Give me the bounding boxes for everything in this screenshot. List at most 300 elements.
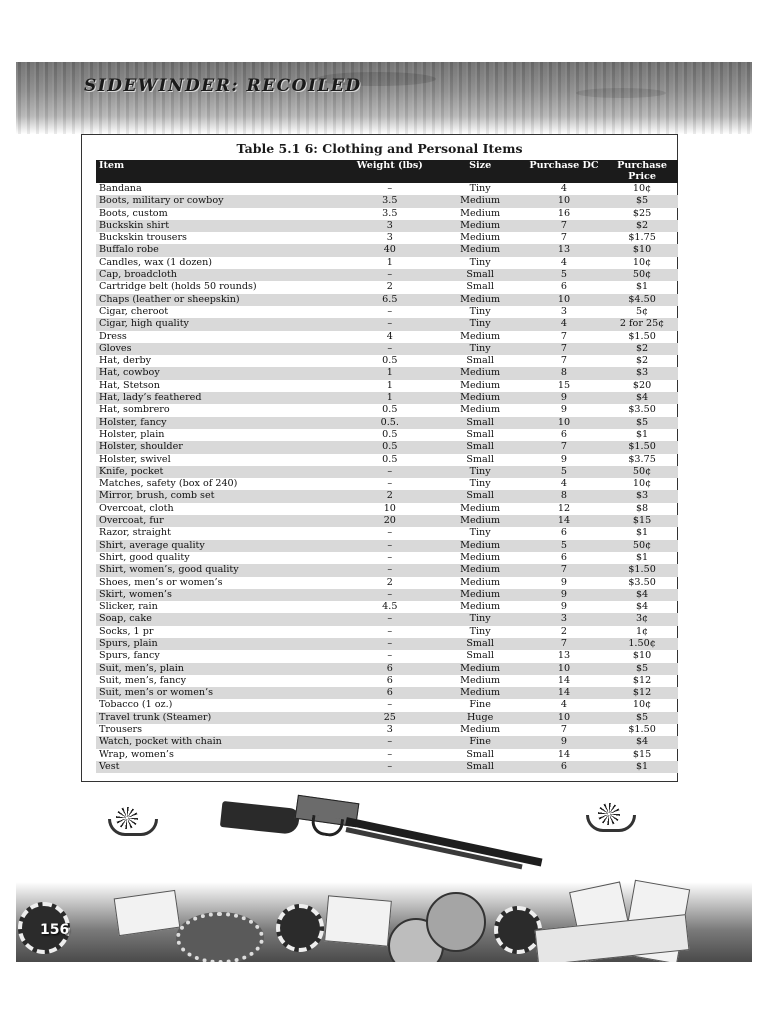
cell-item: Dress [99, 330, 127, 342]
cell-purchase-price: $15 [632, 748, 652, 760]
cell-size: Small [466, 748, 494, 760]
spur-icon [98, 805, 162, 839]
cell-weight: 2 [386, 576, 393, 588]
cell-item: Suit, men’s, fancy [99, 674, 187, 686]
cell-size: Medium [460, 551, 501, 563]
table-row [96, 343, 678, 355]
cell-purchase-price: $1.50 [628, 330, 656, 342]
cell-purchase-price: $4 [635, 601, 649, 613]
cell-item: Holster, swivel [99, 453, 171, 465]
cell-purchase-price: 10¢ [632, 183, 652, 194]
cell-size: Tiny [438, 613, 521, 625]
cell-item: Holster, shoulder [96, 441, 341, 453]
cell-size: Small [438, 761, 521, 773]
cell-purchase-price: 1.50¢ [606, 638, 678, 650]
wood-header-band [16, 62, 752, 134]
cell-weight: – [341, 466, 438, 478]
cell-purchase-dc: 7 [522, 343, 606, 355]
cell-purchase-dc: 10 [522, 712, 606, 724]
cell-item: Cigar, high quality [96, 318, 341, 330]
spur-heel-icon [586, 815, 636, 832]
cell-item: Mirror, brush, comb set [96, 490, 341, 502]
cell-item: Travel trunk (Steamer) [96, 712, 341, 724]
cell-size: Medium [438, 392, 521, 404]
cell-weight: 20 [341, 515, 438, 527]
cell-purchase-dc: 3 [560, 305, 567, 317]
cell-size: Medium [438, 589, 521, 601]
table-title: Table 5.1 6: Clothing and Personal Items [236, 141, 523, 156]
cell-item: Knife, pocket [96, 466, 341, 478]
cell-item: Hat, sombrero [99, 404, 170, 416]
table-row [96, 183, 678, 195]
cell-size: Small [438, 490, 521, 502]
cell-size: Medium [460, 379, 501, 391]
table-row [96, 441, 678, 453]
cell-purchase-price: $15 [606, 515, 678, 527]
cell-size: Huge [438, 712, 521, 724]
cell-purchase-dc: 6 [560, 527, 567, 539]
table-row [96, 724, 678, 736]
cell-purchase-dc: 8 [522, 367, 606, 379]
cell-weight: 6.5 [341, 294, 438, 306]
spur-heel-icon [108, 819, 158, 836]
table-row [96, 454, 678, 466]
cell-purchase-dc: 9 [560, 601, 567, 613]
table-row [96, 331, 678, 343]
cell-item: Holster, fancy [96, 417, 341, 429]
cell-purchase-price: $1.50 [628, 724, 656, 736]
cell-size: Fine [438, 736, 521, 748]
cell-purchase-price: $1.50 [606, 564, 678, 576]
cell-purchase-dc: 9 [560, 453, 567, 465]
cell-item: Overcoat, fur [96, 515, 341, 527]
cell-size: Tiny [469, 527, 491, 539]
cell-weight: – [341, 589, 438, 601]
table-row [96, 589, 678, 601]
cell-item: Buckskin shirt [96, 220, 341, 232]
banknote-icon [324, 895, 392, 946]
cell-weight: 4.5 [382, 601, 398, 613]
cell-purchase-price: $8 [635, 502, 649, 514]
cell-size: Small [438, 417, 521, 429]
cell-purchase-dc: 6 [560, 551, 567, 563]
cell-size: Tiny [469, 183, 491, 194]
cell-weight: – [387, 650, 393, 662]
cell-size: Medium [460, 330, 501, 342]
cell-purchase-price: $12 [606, 687, 678, 699]
cell-purchase-price: $1 [606, 761, 678, 773]
cell-size: Small [438, 441, 521, 453]
cell-purchase-dc: 7 [560, 232, 567, 244]
cell-purchase-price: $1 [635, 428, 649, 440]
cell-size: Tiny [469, 478, 491, 490]
table-row [96, 392, 678, 404]
decorative-illustrations [16, 777, 752, 867]
cell-weight: 3.5 [382, 207, 398, 219]
cell-size: Tiny [469, 625, 491, 637]
table-row [96, 306, 678, 318]
cell-size: Medium [460, 674, 501, 686]
cell-purchase-dc: 9 [522, 392, 606, 404]
cell-weight: 6 [341, 687, 438, 699]
cell-size: Medium [438, 220, 521, 232]
cell-purchase-price: $1 [635, 551, 649, 563]
cell-purchase-dc: 14 [522, 515, 606, 527]
cell-size: Medium [460, 207, 501, 219]
cell-item: Hat, Stetson [99, 379, 160, 391]
cell-item: Cap, broadcloth [96, 269, 341, 281]
cell-purchase-price: $25 [632, 207, 652, 219]
cell-weight: 3 [386, 724, 393, 736]
book-page [16, 62, 752, 962]
cell-weight: 1 [386, 379, 393, 391]
cell-purchase-price: 3¢ [606, 613, 678, 625]
table-row [96, 208, 678, 220]
cell-purchase-dc: 5 [522, 540, 606, 552]
table-row [96, 601, 678, 613]
cell-purchase-dc: 4 [522, 318, 606, 330]
cell-purchase-price: $1 [635, 281, 649, 293]
cell-weight: 3.5 [341, 195, 438, 207]
cell-purchase-dc: 7 [522, 441, 606, 453]
table-row [96, 503, 678, 515]
coin-icon [426, 892, 486, 952]
cell-size: Medium [438, 515, 521, 527]
cell-purchase-price: $20 [632, 379, 652, 391]
cell-size: Small [466, 650, 494, 662]
cell-item: Hat, lady’s feathered [96, 392, 341, 404]
cell-purchase-price: $4 [606, 589, 678, 601]
table-row [96, 294, 678, 306]
table-row [96, 490, 678, 502]
cell-purchase-price: $2 [635, 355, 649, 367]
cell-purchase-price: $1 [635, 527, 649, 539]
cell-size: Tiny [438, 318, 521, 330]
book-title: SIDEWINDER: RECOILED [84, 76, 362, 96]
table-row [96, 232, 678, 244]
cell-purchase-dc: 9 [560, 576, 567, 588]
cell-purchase-price: 1¢ [635, 625, 649, 637]
column-header-size: Size [438, 160, 521, 183]
cell-weight: 1 [386, 256, 393, 268]
cell-weight: – [341, 761, 438, 773]
table-row [96, 613, 678, 625]
table-row [96, 540, 678, 552]
cell-weight: – [387, 625, 393, 637]
cell-purchase-price: $10 [632, 650, 652, 662]
cell-item: Boots, military or cowboy [96, 195, 341, 207]
cell-purchase-dc: 10 [522, 294, 606, 306]
cell-purchase-dc: 4 [560, 478, 567, 490]
table-header-row [96, 160, 678, 183]
cell-weight: – [387, 183, 393, 194]
cell-size: Medium [460, 576, 501, 588]
cell-item: Hat, cowboy [96, 367, 341, 379]
cell-purchase-price: 50¢ [606, 269, 678, 281]
cell-purchase-dc: 10 [522, 663, 606, 675]
cell-size: Medium [438, 195, 521, 207]
table-row [96, 712, 678, 724]
cell-size: Medium [438, 367, 521, 379]
table-row [96, 675, 678, 687]
cell-size: Small [438, 638, 521, 650]
cell-purchase-price: 10¢ [632, 256, 652, 268]
cell-purchase-price: $5 [606, 663, 678, 675]
cell-purchase-dc: 10 [522, 195, 606, 207]
cell-weight: – [387, 305, 393, 317]
cell-size: Tiny [469, 305, 491, 317]
cell-weight: 40 [341, 244, 438, 256]
cell-item: Matches, safety (box of 240) [99, 478, 238, 490]
cell-size: Medium [438, 244, 521, 256]
cell-purchase-dc: 9 [522, 736, 606, 748]
cell-weight: 0.5 [382, 404, 398, 416]
cell-purchase-price: 50¢ [606, 540, 678, 552]
table-row [96, 269, 678, 281]
table-row [96, 220, 678, 232]
cell-size: Medium [438, 663, 521, 675]
cell-weight: 6 [386, 674, 393, 686]
cell-item: Hat, derby [99, 355, 152, 367]
cell-item: Suit, men’s, plain [96, 663, 341, 675]
table-row [96, 195, 678, 207]
cell-weight: 25 [341, 712, 438, 724]
cell-weight: – [341, 343, 438, 355]
cell-size: Medium [460, 232, 501, 244]
cell-size: Small [438, 269, 521, 281]
cell-purchase-price: 10¢ [632, 478, 652, 490]
table-row [96, 417, 678, 429]
cell-purchase-dc: 5 [522, 269, 606, 281]
cell-size: Fine [469, 699, 491, 711]
cell-item: Trousers [99, 724, 143, 736]
cell-purchase-price: 10¢ [632, 699, 652, 711]
cell-item: Bandana [99, 183, 142, 194]
cell-item: Slicker, rain [99, 601, 158, 613]
table-row [96, 281, 678, 293]
table-row [96, 244, 678, 256]
cell-purchase-dc: 7 [522, 220, 606, 232]
table-row [96, 515, 678, 527]
cell-purchase-price: $3.75 [628, 453, 656, 465]
table-row [96, 478, 678, 490]
table-row [96, 552, 678, 564]
cell-size: Small [466, 281, 494, 293]
cell-weight: 0.5 [382, 355, 398, 367]
cell-purchase-dc: 7 [560, 330, 567, 342]
cell-weight: 0.5. [341, 417, 438, 429]
cell-item: Tobacco (1 oz.) [99, 699, 173, 711]
cell-size: Medium [438, 294, 521, 306]
cell-purchase-dc: 8 [522, 490, 606, 502]
cell-purchase-dc: 14 [557, 748, 571, 760]
table-body [96, 183, 678, 773]
cell-item: Watch, pocket with chain [96, 736, 341, 748]
cell-item: Shoes, men’s or women’s [99, 576, 223, 588]
cell-item: Cartridge belt (holds 50 rounds) [99, 281, 257, 293]
cell-purchase-dc: 7 [522, 564, 606, 576]
cell-purchase-dc: 12 [557, 502, 571, 514]
table-row [96, 429, 678, 441]
cell-item: Gloves [96, 343, 341, 355]
table-row [96, 749, 678, 761]
cell-purchase-dc: 3 [522, 613, 606, 625]
cell-purchase-dc: 6 [560, 281, 567, 293]
cell-weight: – [341, 613, 438, 625]
cell-item: Spurs, plain [96, 638, 341, 650]
cell-item: Skirt, women’s [96, 589, 341, 601]
wood-knot [576, 88, 666, 98]
cell-weight: – [387, 551, 393, 563]
cell-size: Medium [460, 502, 501, 514]
cell-item: Boots, custom [99, 207, 168, 219]
cell-weight: – [341, 564, 438, 576]
cell-purchase-price: $4 [606, 736, 678, 748]
cell-size: Medium [460, 601, 501, 613]
cell-purchase-price: $3.50 [628, 576, 656, 588]
cell-item: Razor, straight [99, 527, 171, 539]
table-row [96, 318, 678, 330]
cell-item: Socks, 1 pr [99, 625, 154, 637]
spur-icon [576, 801, 640, 835]
cell-item: Shirt, good quality [99, 551, 190, 563]
cell-item: Shirt, average quality [96, 540, 341, 552]
column-header-purchase-price: Purchase Price [606, 160, 678, 183]
cell-weight: – [341, 638, 438, 650]
clothing-table [96, 160, 678, 773]
table-row [96, 404, 678, 416]
cell-purchase-price: $2 [606, 343, 678, 355]
cell-weight: 3 [386, 232, 393, 244]
table-row [96, 761, 678, 773]
cell-purchase-price: $12 [632, 674, 652, 686]
table-row [96, 564, 678, 576]
cell-weight: – [341, 318, 438, 330]
cell-weight: 3 [341, 220, 438, 232]
cell-size: Medium [438, 540, 521, 552]
cell-purchase-dc: 4 [560, 256, 567, 268]
cell-item: Soap, cake [96, 613, 341, 625]
rifle-barrel [345, 817, 542, 866]
cell-purchase-dc: 6 [522, 761, 606, 773]
cell-weight: 2 [386, 281, 393, 293]
table-row [96, 577, 678, 589]
rope-icon [176, 912, 264, 962]
cell-purchase-dc: 9 [522, 589, 606, 601]
cell-purchase-dc: 16 [557, 207, 571, 219]
cell-item: Overcoat, cloth [99, 502, 174, 514]
cell-item: Holster, plain [99, 428, 165, 440]
cell-purchase-price: $2 [606, 220, 678, 232]
cell-item: Wrap, women’s [99, 748, 174, 760]
cell-item: Shirt, women’s, good quality [96, 564, 341, 576]
cell-purchase-dc: 5 [522, 466, 606, 478]
cell-weight: – [341, 736, 438, 748]
cell-purchase-dc: 14 [522, 687, 606, 699]
cell-item: Chaps (leather or sheepskin) [96, 294, 341, 306]
cell-item: Buckskin trousers [99, 232, 187, 244]
cell-purchase-dc: 15 [557, 379, 571, 391]
table-frame [81, 134, 678, 782]
cell-purchase-price: $4.50 [606, 294, 678, 306]
column-header-item: Item [96, 160, 341, 183]
cell-weight: – [387, 527, 393, 539]
cell-item: Buffalo robe [96, 244, 341, 256]
collage-footer-band [16, 882, 752, 962]
cell-size: Tiny [438, 343, 521, 355]
cell-purchase-dc: 7 [560, 355, 567, 367]
rifle-lever [310, 815, 344, 838]
cell-weight: – [341, 269, 438, 281]
cell-purchase-price: 5¢ [635, 305, 649, 317]
cell-purchase-dc: 6 [560, 428, 567, 440]
rifle-stock [220, 801, 300, 835]
cell-purchase-dc: 14 [557, 674, 571, 686]
table-row [96, 626, 678, 638]
cell-purchase-price: $3 [606, 490, 678, 502]
cell-purchase-dc: 7 [522, 638, 606, 650]
cell-weight: 2 [341, 490, 438, 502]
cell-size: Small [466, 355, 494, 367]
cell-purchase-dc: 9 [560, 404, 567, 416]
cell-weight: 6 [341, 663, 438, 675]
table-row [96, 367, 678, 379]
cell-weight: 0.5 [382, 453, 398, 465]
cell-purchase-price: $10 [606, 244, 678, 256]
cell-weight: 10 [383, 502, 396, 514]
table-row [96, 638, 678, 650]
cell-item: Cigar, cheroot [99, 305, 169, 317]
cell-purchase-dc: 4 [560, 183, 567, 194]
column-header-weight: Weight (lbs) [341, 160, 438, 183]
cell-weight: – [387, 699, 393, 711]
cell-size: Tiny [469, 256, 491, 268]
cell-purchase-price: $1.75 [628, 232, 656, 244]
cell-purchase-price: $1.50 [606, 441, 678, 453]
table-row [96, 663, 678, 675]
cell-item: Spurs, fancy [99, 650, 160, 662]
cell-item: Suit, men’s or women’s [96, 687, 341, 699]
cell-weight: 0.5 [341, 441, 438, 453]
cell-weight: 1 [341, 367, 438, 379]
cell-size: Medium [460, 724, 501, 736]
cell-size: Medium [460, 404, 501, 416]
page-number: 156 [40, 922, 70, 938]
poker-chip-icon [276, 904, 324, 952]
banknote-icon [114, 890, 181, 936]
cell-purchase-price: 50¢ [606, 466, 678, 478]
cell-purchase-price: $5 [606, 195, 678, 207]
cell-purchase-dc: 13 [557, 650, 571, 662]
cell-purchase-price: 2 for 25¢ [606, 318, 678, 330]
cell-purchase-price: $3 [606, 367, 678, 379]
table-row [96, 736, 678, 748]
cell-weight: – [341, 540, 438, 552]
cell-weight: 4 [386, 330, 393, 342]
table-row [96, 527, 678, 539]
cell-purchase-dc: 13 [522, 244, 606, 256]
cell-purchase-dc: 2 [560, 625, 567, 637]
cell-size: Small [466, 428, 494, 440]
table-row [96, 699, 678, 711]
table-row [96, 687, 678, 699]
table-row [96, 650, 678, 662]
cell-purchase-price: $5 [606, 712, 678, 724]
cell-purchase-price: $4 [606, 392, 678, 404]
cell-size: Medium [438, 687, 521, 699]
table-row [96, 466, 678, 478]
cell-size: Small [466, 453, 494, 465]
